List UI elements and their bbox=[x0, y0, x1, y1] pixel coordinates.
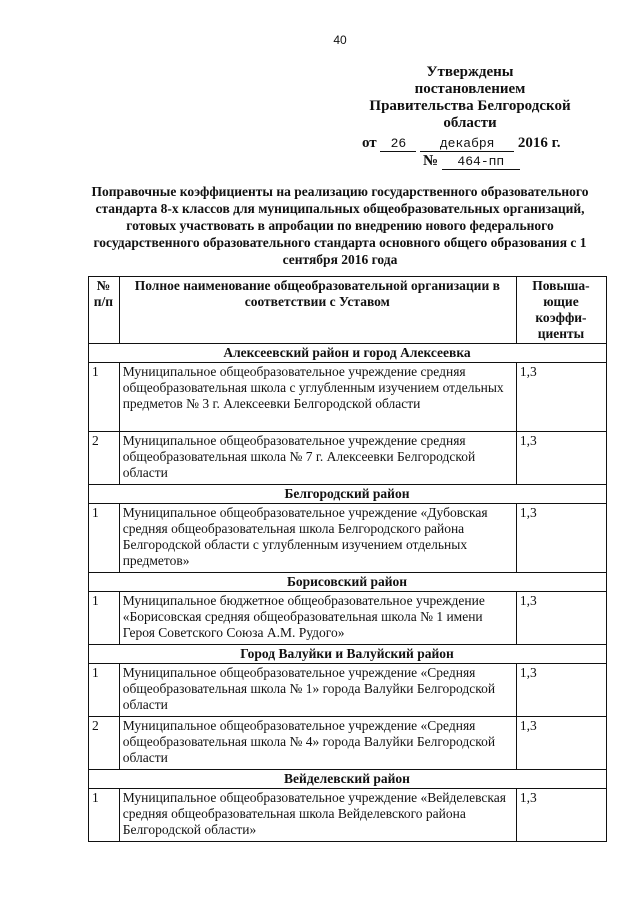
coefficient-value: 1,3 bbox=[516, 504, 606, 573]
table-body bbox=[89, 277, 607, 842]
school-name: Муниципальное общеобразовательное учреждение «Средняя общеобразовательная школа № 4» города Валуйки Белгородской области bbox=[119, 717, 516, 770]
number-prefix: № bbox=[423, 153, 439, 169]
district-name: Алексеевский район и город Алексеевка bbox=[89, 344, 607, 363]
coefficient-value: 1,3 bbox=[516, 789, 606, 842]
coefficient-value: 1,3 bbox=[516, 432, 606, 485]
approval-line: постановлением bbox=[414, 81, 526, 97]
table-header-row bbox=[89, 277, 607, 344]
table-row bbox=[89, 592, 607, 645]
decree-number: 464-пп bbox=[442, 155, 520, 170]
school-name: Муниципальное бюджетное общеобразовательное учреждение «Борисовская средняя общеобразовательная школа № 1 имени Героя Советского Союза А.М. Рудого» bbox=[119, 592, 516, 645]
coefficient-value: 1,3 bbox=[516, 664, 606, 717]
district-row bbox=[89, 770, 607, 789]
header-number: № п/п bbox=[89, 277, 120, 344]
district-row bbox=[89, 645, 607, 664]
table-row bbox=[89, 432, 607, 485]
table-row bbox=[89, 363, 607, 432]
district-name: Вейделевский район bbox=[89, 770, 607, 789]
district-row bbox=[89, 485, 607, 504]
district-row bbox=[89, 573, 607, 592]
school-name: Муниципальное общеобразовательное учреждение «Дубовская средняя общеобразовательная школа Белгородского района Белгородской области с углубленным изучением отдельных предметов» bbox=[119, 504, 516, 573]
row-number: 1 bbox=[89, 363, 120, 432]
approval-number bbox=[423, 153, 520, 170]
row-number: 2 bbox=[89, 432, 120, 485]
approval-line: Утверждены bbox=[426, 64, 514, 80]
approval-line: Правительства Белгородской bbox=[369, 98, 571, 114]
school-name: Муниципальное общеобразовательное учреждение «Вейделевская средняя общеобразовательная школа Вейделевского района Белгородской области» bbox=[119, 789, 516, 842]
district-row bbox=[89, 344, 607, 363]
row-number: 1 bbox=[89, 504, 120, 573]
date-day: 26 bbox=[380, 137, 416, 152]
date-year: 2016 г. bbox=[517, 135, 561, 151]
table-row bbox=[89, 717, 607, 770]
row-number: 1 bbox=[89, 592, 120, 645]
school-name: Муниципальное общеобразовательное учреждение средняя общеобразовательная школа № 7 г. Алексеевки Белгородской области bbox=[119, 432, 516, 485]
document-title: Поправочные коэффициенты на реализацию государственного образовательного стандарта 8-х классов для муниципальных общеобразовательных организаций, готовых участвовать в апробации по внедрению нового федерального государственного образовательного стандарта основного общего образования с 1 сентября 2016 года bbox=[91, 184, 589, 267]
row-number: 1 bbox=[89, 664, 120, 717]
page-number: 40 bbox=[333, 33, 347, 47]
district-name: Борисовский район bbox=[89, 573, 607, 592]
coefficient-value: 1,3 bbox=[516, 363, 606, 432]
table-row bbox=[89, 504, 607, 573]
approval-line: области bbox=[443, 115, 497, 131]
district-name: Белгородский район bbox=[89, 485, 607, 504]
school-name: Муниципальное общеобразовательное учреждение средняя общеобразовательная школа с углубленным изучением отдельных предметов № 3 г. Алексеевки Белгородской области bbox=[119, 363, 516, 432]
coefficients-table bbox=[88, 276, 607, 842]
date-month: декабря bbox=[420, 137, 514, 152]
row-number: 1 bbox=[89, 789, 120, 842]
school-name: Муниципальное общеобразовательное учреждение «Средняя общеобразовательная школа № 1» города Валуйки Белгородской области bbox=[119, 664, 516, 717]
coefficient-value: 1,3 bbox=[516, 592, 606, 645]
row-number: 2 bbox=[89, 717, 120, 770]
approval-block bbox=[355, 64, 585, 132]
table-row bbox=[89, 664, 607, 717]
approval-date bbox=[362, 135, 561, 152]
header-coefficient: Повыша-ющие коэффи-циенты bbox=[516, 277, 606, 344]
coefficient-value: 1,3 bbox=[516, 717, 606, 770]
date-prefix: от bbox=[362, 135, 377, 151]
header-name: Полное наименование общеобразовательной организации в соответствии с Уставом bbox=[119, 277, 516, 344]
district-name: Город Валуйки и Валуйский район bbox=[89, 645, 607, 664]
table-row bbox=[89, 789, 607, 842]
